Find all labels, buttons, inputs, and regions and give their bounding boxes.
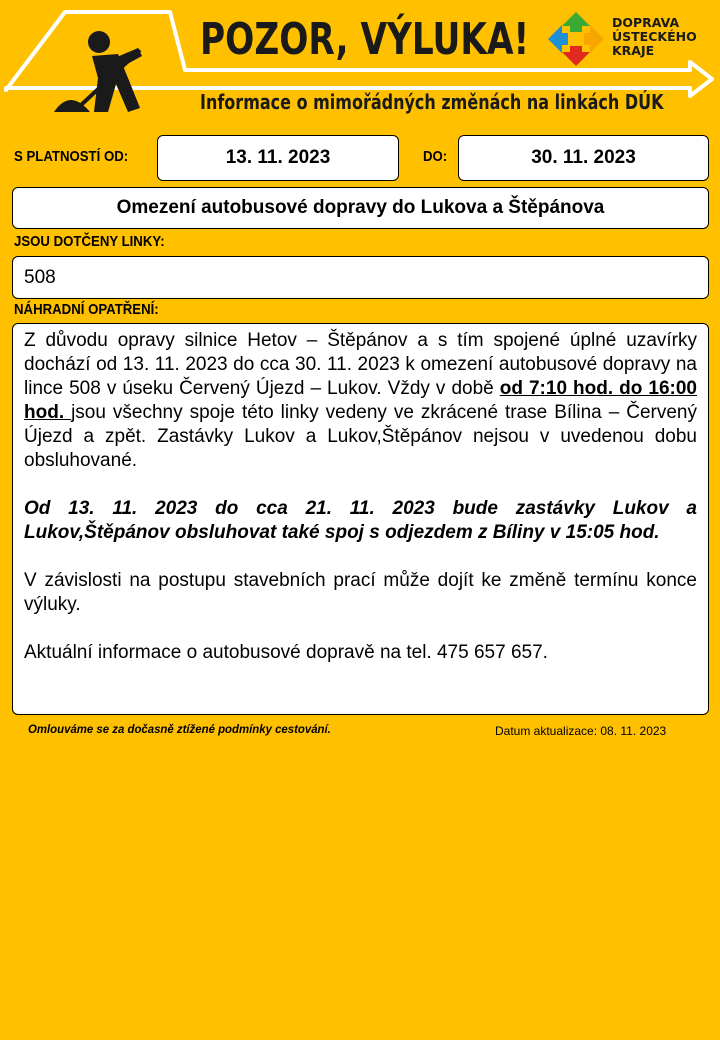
brand-line: KRAJE xyxy=(612,43,655,58)
header-banner xyxy=(0,0,720,130)
affected-lines-box: 508 xyxy=(12,256,709,299)
brand-line: ÚSTECKÉHO xyxy=(612,29,697,44)
measures-paragraph xyxy=(24,329,697,473)
brand-line: DOPRAVA xyxy=(612,15,680,30)
subject-box: Omezení autobusové dopravy do Lukova a Štěpánova xyxy=(12,187,709,229)
measures-paragraph-emphasis: Od 13. 11. 2023 do cca 21. 11. 2023 bude zastávky Lukov a Lukov,Štěpánov obsluhovat také spoj s odjezdem z Bíliny v 15:05 hod. xyxy=(24,498,697,543)
text-span: Z důvodu opravy silnice Hetov – Štěpánov a s tím spojené úplné uzavírky dochází od 13. 11. 2023 do cca 30. 11. 2023 k omezení autobusové dopravy na lince 508 v úseku Červený Újezd – Lukov. Vždy v době xyxy=(24,330,697,399)
duk-logo-icon xyxy=(546,10,606,68)
affected-lines-label: JSOU DOTČENY LINKY: xyxy=(14,233,165,250)
page-title: POZOR, VÝLUKA! xyxy=(200,14,530,65)
text-span: jsou všechny spoje této linky vedeny ve zkrácené trase Bílina – Červený Újezd a zpět. Zastávky Lukov a Lukov,Štěpánov nejsou v uvedenou dobu obsluhované. xyxy=(24,402,697,471)
measures-paragraph: V závislosti na postupu stavebních prací může dojít ke změně termínu konce výluky. xyxy=(24,570,697,615)
update-date: Datum aktualizace: 08. 11. 2023 xyxy=(495,724,667,738)
measures-label: NÁHRADNÍ OPATŘENÍ: xyxy=(14,301,159,318)
page-subtitle: Informace o mimořádných změnách na linkách DÚK xyxy=(200,90,664,114)
duk-brand-text xyxy=(612,16,697,58)
worker-icon xyxy=(54,31,142,112)
measures-paragraph-contact: Aktuální informace o autobusové dopravě na tel. 475 657 657. xyxy=(24,642,548,663)
measures-box xyxy=(12,323,709,715)
valid-from-box: 13. 11. 2023 xyxy=(157,135,399,181)
time-range-highlight: od 7:10 hod. do 16:00 hod. xyxy=(24,378,698,423)
valid-to-label: DO: xyxy=(423,148,448,165)
valid-from-label: S PLATNOSTÍ OD: xyxy=(14,148,129,165)
valid-to-box: 30. 11. 2023 xyxy=(458,135,709,181)
apology-note: Omlouváme se za dočasně ztížené podmínky cestování. xyxy=(28,722,331,736)
